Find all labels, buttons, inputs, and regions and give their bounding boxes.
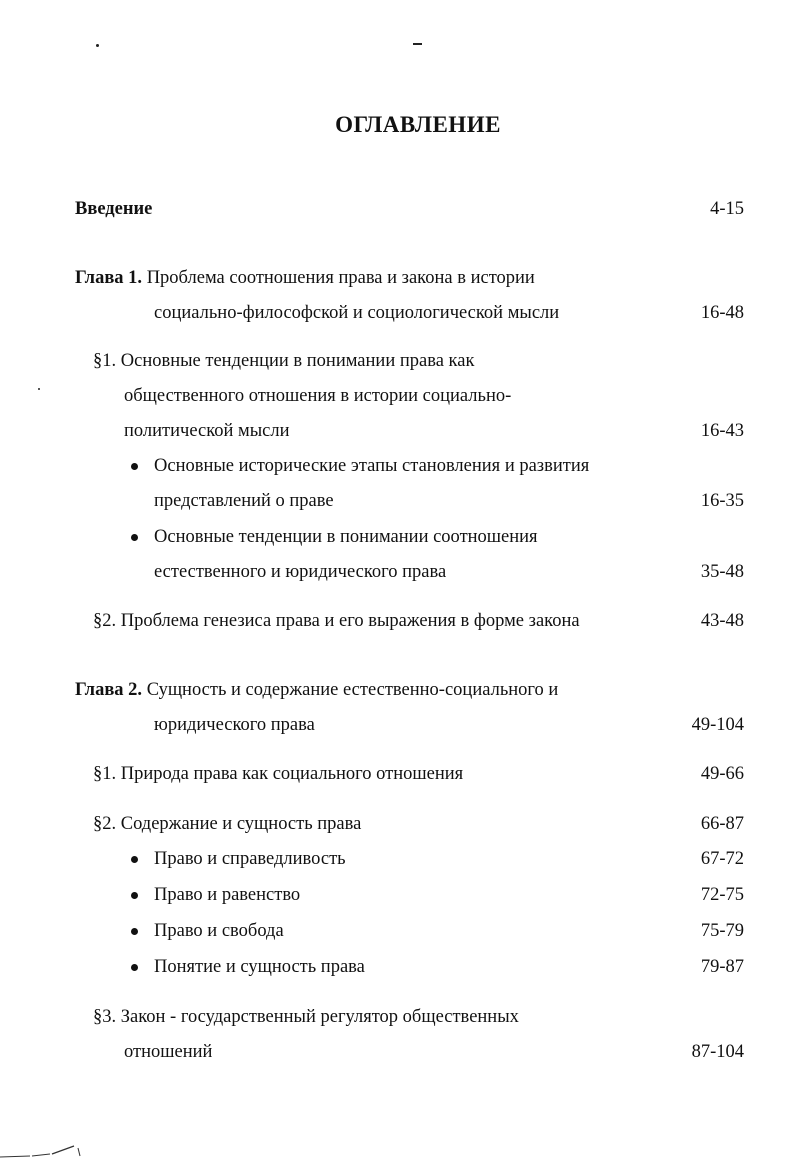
ch2-s1-pages: 49-66 (700, 764, 744, 784)
chapter1-pages: 16-48 (700, 303, 744, 323)
scan-dash (413, 43, 422, 45)
ch1-s1-b2-line1: Основные тенденции в понимании соотношения (154, 527, 538, 547)
ch1-s1-b1-pages: 16-35 (700, 491, 744, 511)
ch2-s2-bullet-pages: 72-75 (700, 885, 744, 905)
ch1-s1-line3: политической мысли (124, 421, 290, 441)
scan-speck (38, 388, 40, 390)
ch2-s2-bullet-label: Понятие и сущность права (154, 957, 365, 977)
chapter2-title-line2: юридического права (154, 715, 315, 735)
scan-corner-mark (0, 1140, 90, 1171)
chapter1-heading (75, 267, 535, 289)
ch2-s2-bullet-label: Право и справедливость (154, 849, 346, 869)
chapter2-pages: 49-104 (691, 715, 744, 735)
ch1-s2-pages: 43-48 (700, 611, 744, 631)
ch2-s2-pages: 66-87 (700, 814, 744, 834)
chapter2-title-line1: Сущность и содержание естественно-социального и (146, 680, 559, 700)
ch1-s1-b2-pages: 35-48 (700, 562, 744, 582)
ch2-s2-bullet-label: Право и равенство (154, 885, 301, 905)
bullet-icon (131, 856, 138, 863)
ch2-s3-line2: отношений (124, 1042, 213, 1062)
ch1-s1-line1: §1. Основные тенденции в понимании права как (93, 351, 475, 371)
ch1-s1-pages: 16-43 (700, 421, 744, 441)
scan-dot (96, 44, 99, 47)
ch1-s1-line2: общественного отношения в истории социально- (124, 386, 512, 406)
ch2-s3-pages: 87-104 (691, 1042, 744, 1062)
chapter2-prefix: Глава 2. (75, 680, 143, 700)
ch2-s2-bullet-pages: 75-79 (700, 921, 744, 941)
ch2-s2-bullet-pages: 67-72 (700, 849, 744, 869)
ch1-s1-b1-line1: Основные исторические этапы становления и развития (154, 456, 590, 476)
bullet-icon (131, 463, 138, 470)
ch2-s2-line1: §2. Содержание и сущность права (93, 814, 362, 834)
page-title: ОГЛАВЛЕНИЕ (335, 112, 501, 137)
chapter1-title-line2: социально-философской и социологической мысли (154, 303, 560, 323)
ch1-s2-line1: §2. Проблема генезиса права и его выражения в форме закона (93, 611, 580, 631)
bullet-icon (131, 964, 138, 971)
ch1-s1-b2-line2: естественного и юридического права (154, 562, 447, 582)
ch1-s1-b1-line2: представлений о праве (154, 491, 334, 511)
chapter2-heading (75, 679, 558, 701)
intro-label: Введение (75, 199, 153, 219)
ch2-s3-line1: §3. Закон - государственный регулятор общественных (93, 1007, 519, 1027)
ch2-s2-bullet-pages: 79-87 (700, 957, 744, 977)
ch2-s1-line1: §1. Природа права как социального отношения (93, 764, 464, 784)
chapter1-prefix: Глава 1. (75, 268, 143, 288)
intro-pages: 4-15 (710, 199, 744, 219)
bullet-icon (131, 534, 138, 541)
bullet-icon (131, 928, 138, 935)
bullet-icon (131, 892, 138, 899)
ch2-s2-bullet-label: Право и свобода (154, 921, 284, 941)
chapter1-title-line1: Проблема соотношения права и закона в истории (146, 268, 535, 288)
